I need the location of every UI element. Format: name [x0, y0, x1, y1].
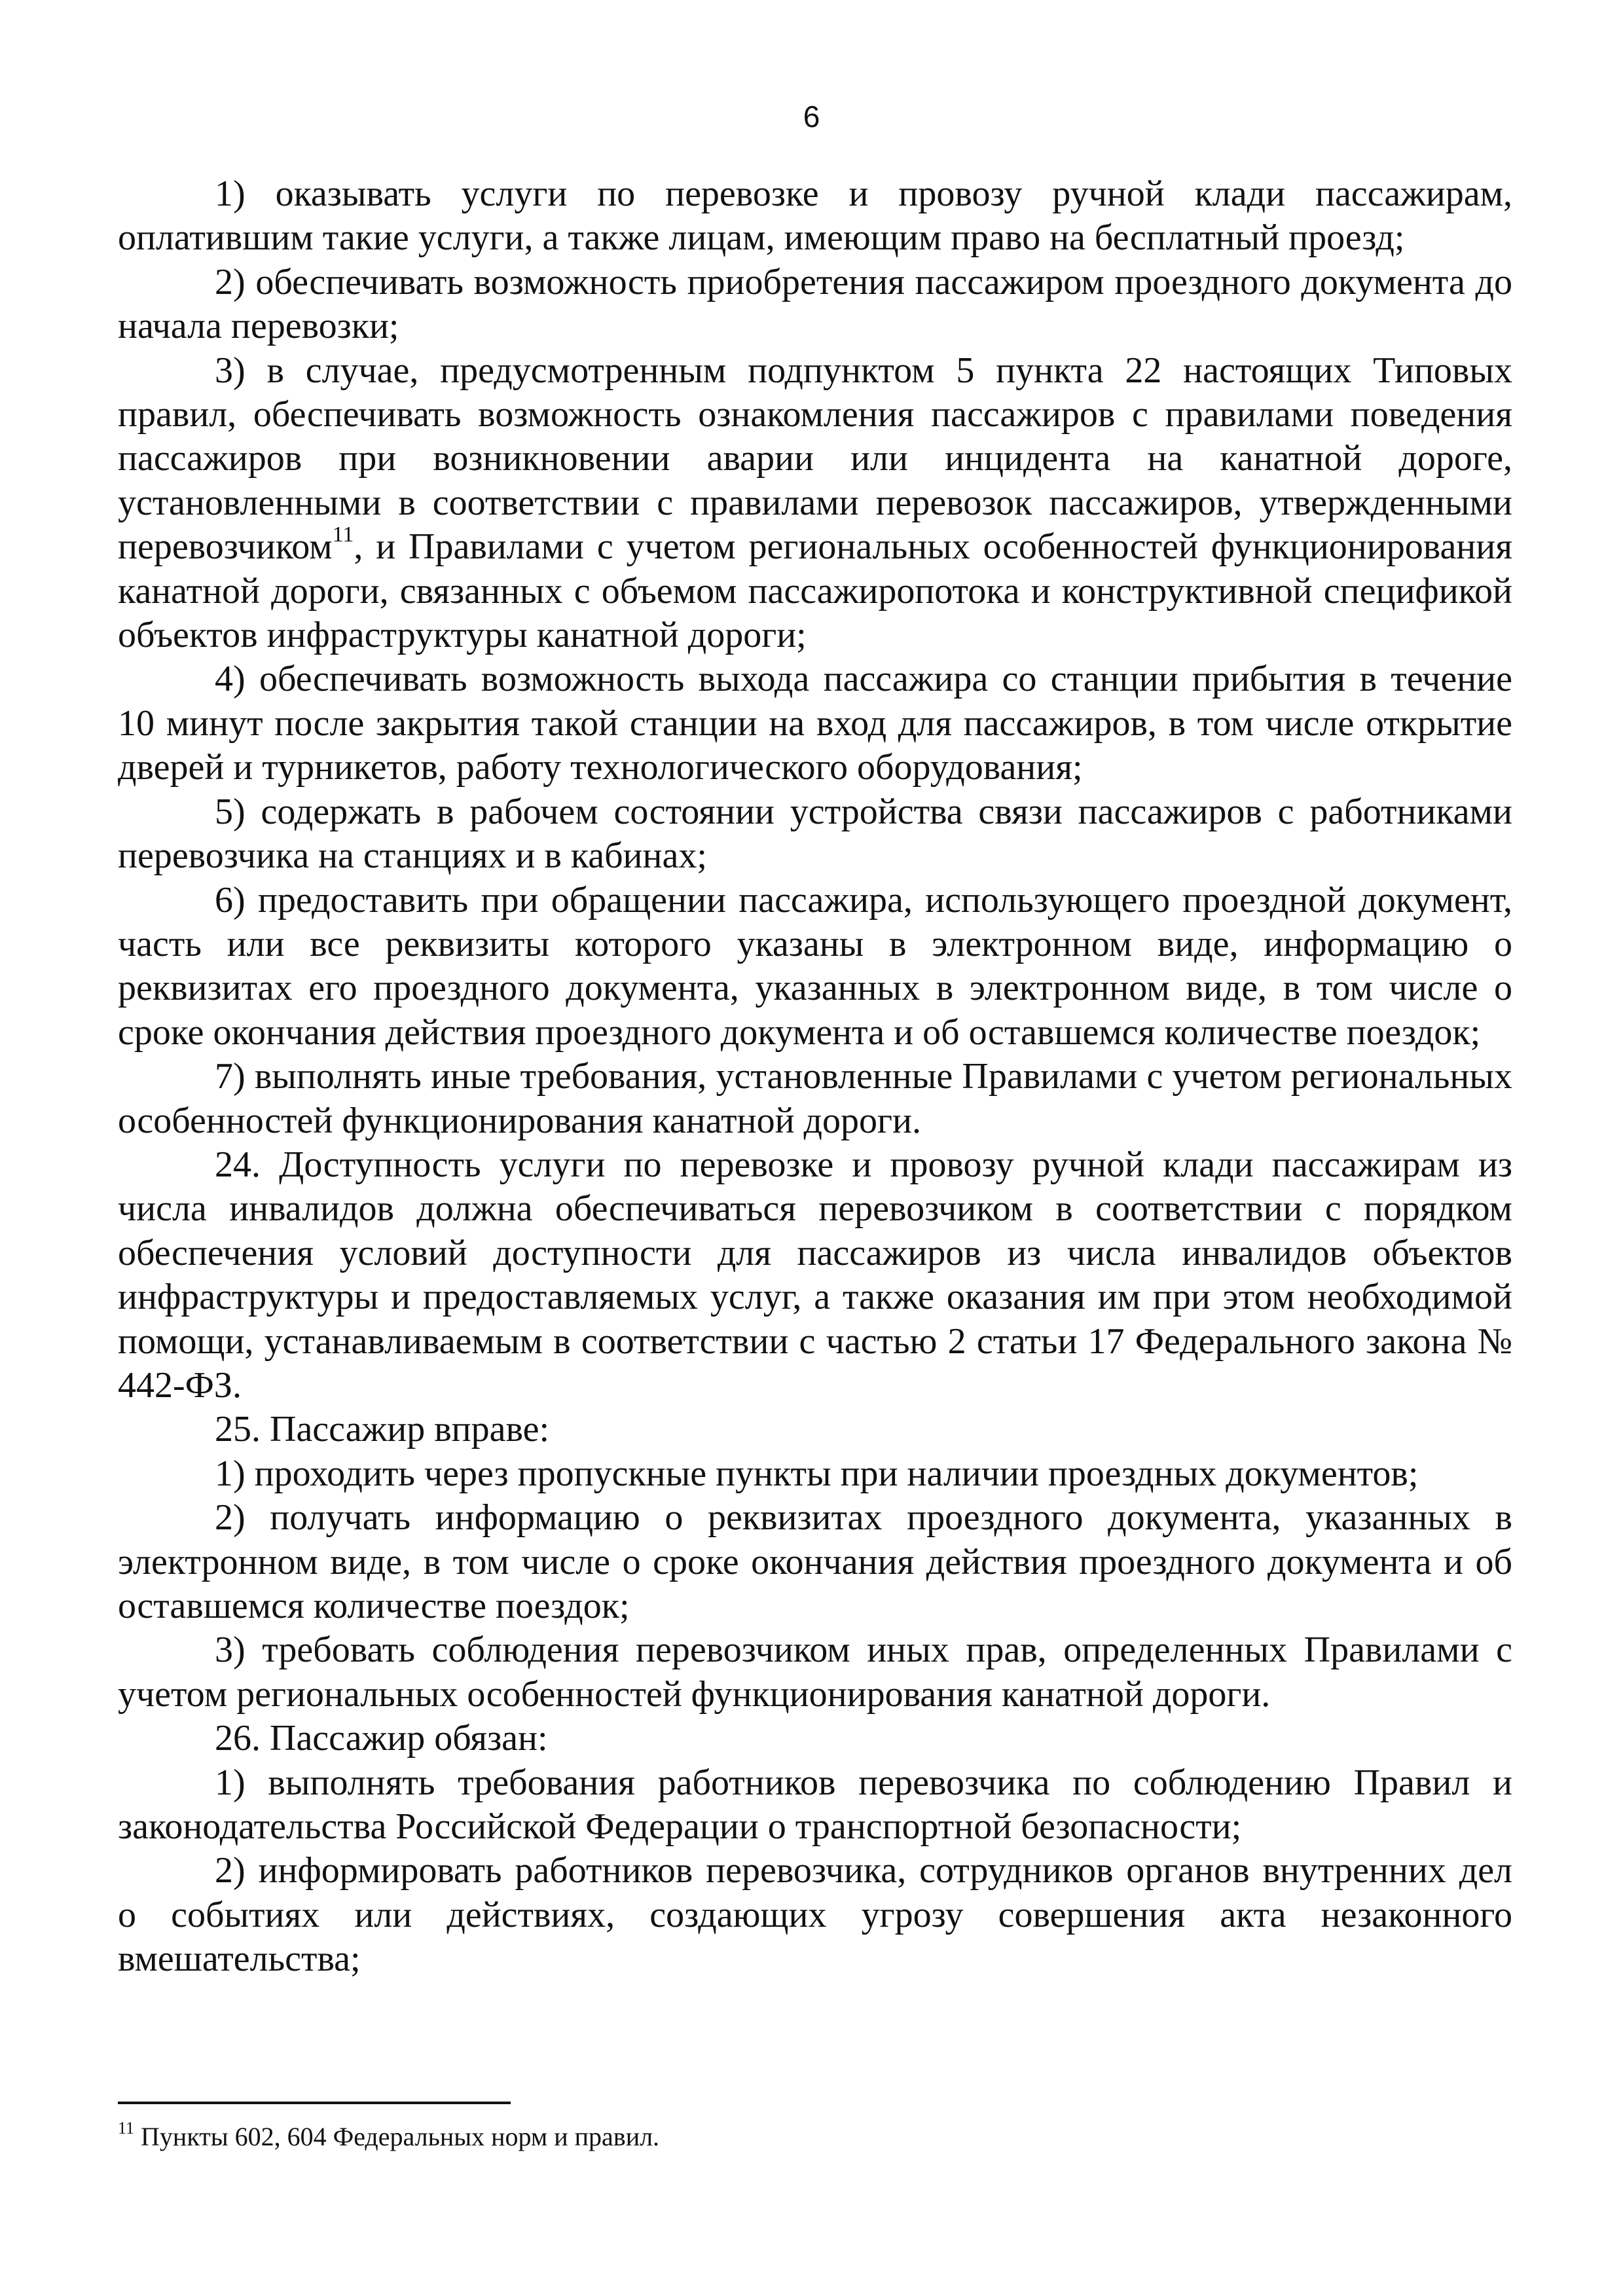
paragraph-26-heading: 26. Пассажир обязан: [215, 1718, 548, 1759]
footnote-text: Пункты 602, 604 Федеральных норм и правил. [134, 2122, 660, 2151]
paragraph-item-3-text: 3) в случае, предусмотренным подпунктом 5 пункта 22 настоящих Типовых правил, обеспечивать возможность ознакомления пассажиров с правилами поведения пассажиров при возникновении аварии или инцидента на канатной дороге, установленными в соответствии с правилами перевозок пассажиров, утвержденными перевозчиком [118, 350, 1512, 568]
paragraph-item-5: 5) содержать в рабочем состоянии устройства связи пассажиров с работниками перевозчика на станциях и в кабинах; [118, 791, 1512, 877]
paragraph-item-2: 2) обеспечивать возможность приобретения пассажиром проездного документа до начала перевозки; [118, 261, 1512, 347]
paragraph-26-item-2: 2) информировать работников перевозчика, сотрудников органов внутренних дел о событиях или действиях, создающих угрозу совершения акта незаконного вмешательства; [118, 1850, 1512, 1980]
paragraph-item-1: 1) оказывать услуги по перевозке и провозу ручной клади пассажирам, оплатившим такие услуги, а также лицам, имеющим право на бесплатный проезд; [118, 173, 1512, 259]
page-number: 6 [803, 100, 820, 134]
paragraph-item-4: 4) обеспечивать возможность выхода пассажира со станции прибытия в течение 10 минут после закрытия такой станции на вход для пассажиров, в том числе открытие дверей и турникетов, работу технологического оборудования; [118, 659, 1512, 788]
footnote [118, 2120, 1512, 2154]
paragraph-24: 24. Доступность услуги по перевозке и провозу ручной клади пассажирам из числа инвалидов должна обеспечиваться перевозчиком в соответствии с порядком обеспечения условий доступности для пассажиров из числа инвалидов объектов инфраструктуры и предоставляемых услуг, а также оказания им при этом необходимой помощи, устанавливаемым в соответствии с частью 2 статьи 17 Федерального закона № 442-ФЗ. [118, 1144, 1512, 1406]
footnote-reference: 11 [332, 522, 354, 547]
paragraph-item-7: 7) выполнять иные требования, установленные Правилами с учетом региональных особенностей функционирования канатной дороги. [118, 1056, 1512, 1141]
paragraph-25-heading: 25. Пассажир вправе: [215, 1409, 549, 1450]
document-body [118, 172, 1512, 1982]
paragraph-26-item-1: 1) выполнять требования работников перевозчика по соблюдению Правил и законодательства Российской Федерации о транспортной безопасности; [118, 1762, 1512, 1848]
paragraph-item-3 [118, 349, 1512, 658]
paragraph-25-item-1: 1) проходить через пропускные пункты при наличии проездных документов; [215, 1453, 1419, 1494]
paragraph-25-item-2: 2) получать информацию о реквизитах проездного документа, указанных в электронном виде, в том числе о сроке окончания действия проездного документа и об оставшемся количестве поездок; [118, 1497, 1512, 1626]
footnote-marker: 11 [118, 2119, 135, 2138]
paragraph-item-3-continuation: , и Правилами с учетом региональных особенностей функционирования канатной дороги, связанных с объемом пассажиропотока и конструктивной спецификой объектов инфраструктуры канатной дороги; [118, 526, 1512, 656]
footnote-separator [118, 2102, 511, 2104]
paragraph-25-item-3: 3) требовать соблюдения перевозчиком иных прав, определенных Правилами с учетом региональных особенностей функционирования канатной дороги. [118, 1630, 1512, 1715]
paragraph-item-6: 6) предоставить при обращении пассажира, использующего проездной документ, часть или все реквизиты которого указаны в электронном виде, информацию о реквизитах его проездного документа, указанных в электронном виде, в том числе о сроке окончания действия проездного документа и об оставшемся количестве поездок; [118, 879, 1512, 1053]
